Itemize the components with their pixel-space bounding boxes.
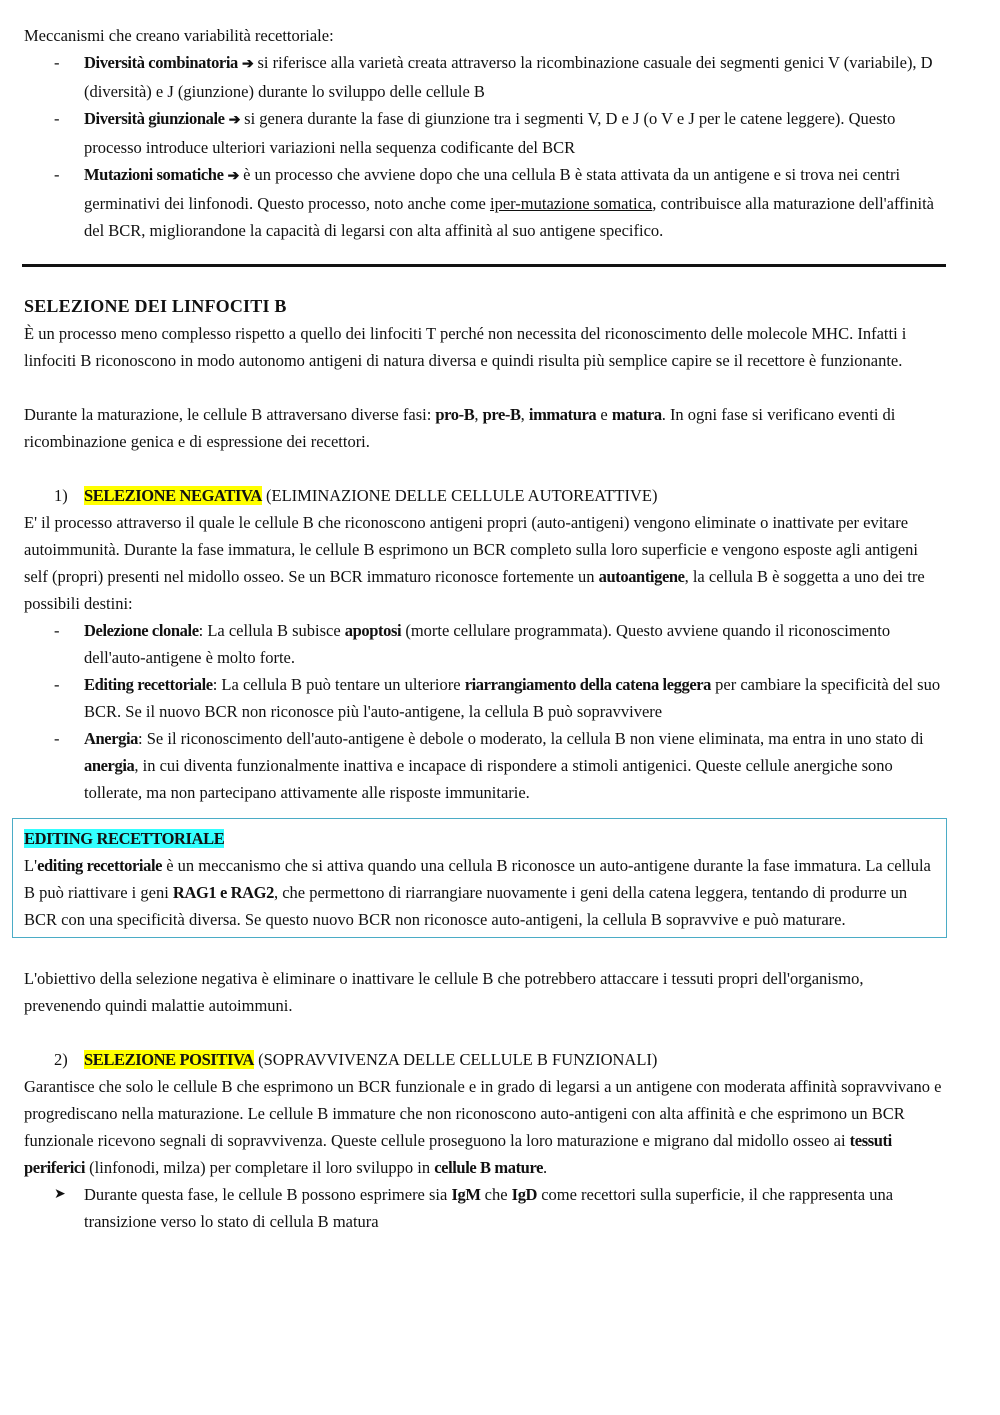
arrow-right-icon: ➔ bbox=[228, 113, 241, 128]
numbered-heading: 2) SELEZIONE POSITIVA (SOPRAVVIVENZA DELLE CELLULE B FUNZIONALI) bbox=[24, 1046, 944, 1073]
arrowhead-bullet-icon: ➤ bbox=[54, 1187, 66, 1202]
dash-bullet: - bbox=[54, 53, 60, 72]
dash-bullet: - bbox=[54, 165, 60, 184]
term: Diversità giunzionale bbox=[84, 109, 225, 128]
paragraph: L'obiettivo della selezione negativa è eliminare o inattivare le cellule B che potrebbero attaccare i tessuti propri dell'organismo, prevenendo quindi malattie autoimmuni. bbox=[24, 969, 864, 1015]
list-item bbox=[24, 49, 944, 105]
intro-title: Meccanismi che creano variabilità recettoriale: bbox=[24, 26, 334, 45]
paragraph: È un processo meno complesso rispetto a quello dei linfociti T perché non necessita del riconoscimento delle molecole MHC. Infatti i linfociti B riconoscono in modo autonomo antigeni di natura diversa e quindi risulta più semplice capire se il recettore è funzionante. bbox=[24, 324, 907, 370]
list-item bbox=[24, 161, 944, 244]
numbered-heading: 1) SELEZIONE NEGATIVA (ELIMINAZIONE DELLE CELLULE AUTOREATTIVE) bbox=[24, 482, 944, 509]
box-title: EDITING RECETTORIALE bbox=[24, 829, 225, 848]
item-text: , contribuisce alla maturazione dell'affinità del BCR, migliorandone la capacità di legarsi con alta affinità al suo antigene specifico. bbox=[84, 194, 934, 240]
number-label: 1) bbox=[54, 486, 68, 505]
dash-bullet: - bbox=[54, 621, 60, 640]
box-paragraph: L'editing recettoriale è un meccanismo che si attiva quando una cellula B riconosce un auto-antigene durante la fase immatura. La cellula B può riattivare i geni RAG1 e RAG2, che permettono di riarrangiare nuovamente i geni della catena leggera, tentando di produrre un BCR con una specificità diversa. Se questo nuovo BCR non riconosce auto-antigeni, la cellula B sopravvive e può maturare. bbox=[24, 856, 931, 929]
dash-bullet: - bbox=[54, 109, 60, 128]
horizontal-divider bbox=[22, 264, 946, 267]
dash-bullet: - bbox=[54, 675, 60, 694]
item-text: si genera durante la fase di giunzione tra i segmenti V, D e J (o V e J per le catene leggere). Questo processo introduce ulteriori variazioni nella sequenza codificante del BCR bbox=[84, 109, 896, 157]
highlighted-title: SELEZIONE NEGATIVA bbox=[84, 486, 262, 505]
list-item bbox=[24, 105, 944, 161]
editing-box bbox=[12, 818, 947, 938]
paragraph: E' il processo attraverso il quale le cellule B che riconoscono antigeni propri (auto-antigeni) vengono eliminate o inattivate per evitare autoimmunità. Durante la fase immatura, le cellule B esprimono un BCR completo sulla loro superficie e vengono esposte agli antigeni self (propri) presenti nel midollo osseo. Se un BCR immaturo riconosce fortemente un autoantigene, la cellula B è soggetta a uno dei tre possibili destini: bbox=[24, 513, 925, 613]
arrow-right-icon: ➔ bbox=[242, 57, 254, 72]
document-page bbox=[24, 22, 944, 1235]
list-item: - Anergia: Se il riconoscimento dell'auto-antigene è debole o moderato, la cellula B non viene eliminata, ma entra in uno stato di anergia, in cui diventa funzionalmente inattiva e incapace di rispondere a stimoli antigenici. Queste cellule anergiche sono tollerate, ma non partecipano attivamente alle risposte immunitarie. bbox=[24, 725, 944, 806]
term: Mutazioni somatiche bbox=[84, 165, 224, 184]
arrow-right-icon: ➔ bbox=[227, 169, 239, 184]
highlighted-title: SELEZIONE POSITIVA bbox=[84, 1050, 254, 1069]
paragraph: Garantisce che solo le cellule B che esprimono un BCR funzionale e in grado di legarsi a un antigene con moderata affinità sopravvivano e progrediscano nella maturazione. Le cellule B immature che non riconoscono auto-antigeni con alta affinità e che esprimono un BCR funzionale ricevono segnali di sopravvivenza. Queste cellule proseguono la loro maturazione e migrano dal midollo osseo ai tessuti periferici (linfonodi, milza) per completare il loro sviluppo in cellule B mature. bbox=[24, 1077, 942, 1177]
term: Diversità combinatoria bbox=[84, 53, 238, 72]
list-item: ➤ Durante questa fase, le cellule B possono esprimere sia IgM che IgD come recettori sulla superficie, il che rappresenta una transizione verso lo stato di cellula B matura bbox=[24, 1181, 944, 1235]
section-heading: SELEZIONE DEI LINFOCITI B bbox=[24, 296, 287, 316]
number-label: 2) bbox=[54, 1050, 68, 1069]
list-item: - Editing recettoriale: La cellula B può tentare un ulteriore riarrangiamento della catena leggera per cambiare la specificità del suo BCR. Se il nuovo BCR non riconosce più l'auto-antigene, la cellula B può sopravvivere bbox=[24, 671, 944, 725]
underlined-term: iper-mutazione somatica bbox=[489, 194, 653, 213]
list-item: - Delezione clonale: La cellula B subisce apoptosi (morte cellulare programmata). Questo avviene quando il riconoscimento dell'auto-antigene è molto forte. bbox=[24, 617, 944, 671]
paragraph: Durante la maturazione, le cellule B attraversano diverse fasi: pro-B, pre-B, immatura e matura. In ogni fase si verificano eventi di ricombinazione genica e di espressione dei recettori. bbox=[24, 405, 896, 451]
dash-bullet: - bbox=[54, 729, 60, 748]
item-text: è un processo che avviene dopo che una cellula B è stata attivata da un antigene e si trova nei centri germinativi dei linfonodi. Questo processo, noto anche come bbox=[84, 165, 901, 213]
item-text: si riferisce alla varietà creata attraverso la ricombinazione casuale dei segmenti genici V (variabile), D (diversità) e J (giunzione) durante lo sviluppo delle cellule B bbox=[84, 53, 933, 101]
